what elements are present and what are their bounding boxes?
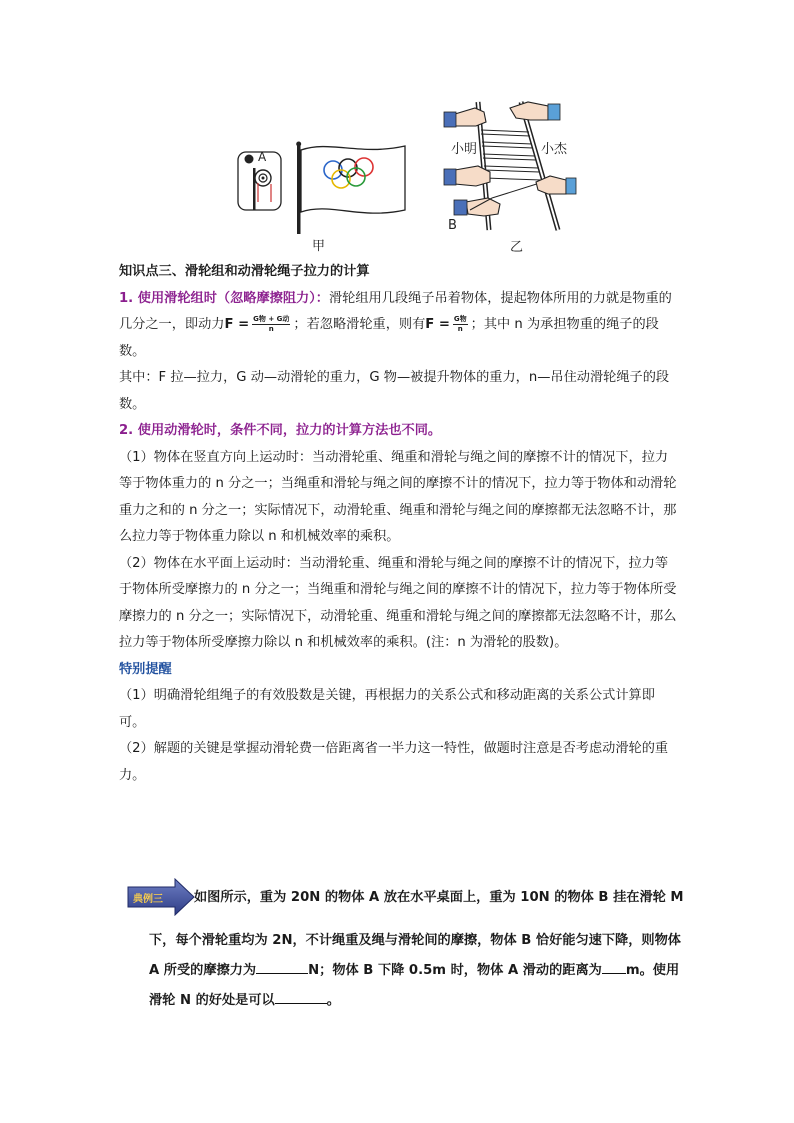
- pulley-group-text-a: 滑轮组用几段绳子吊着物体，提起物体所用的力就是物重的几分之一，即动力: [119, 290, 672, 332]
- example-badge-label: 典例三: [133, 894, 163, 905]
- movable-pulley-heading: 2. 使用动滑轮时，条件不同，拉力的计算方法也不同。: [119, 423, 442, 438]
- tip-item-2: （2）解题的关键是掌握动滑轮费一倍距离省一半力这一特性，做题时注意是否考虑动滑轮的重力。: [119, 741, 669, 783]
- tip-item-1: （1）明确滑轮组绳子的有效股数是关键，再根据力的关系公式和移动距离的关系公式计算即可。: [119, 688, 655, 730]
- formula-f2-label: F =: [425, 317, 450, 332]
- pulley-group-text-c: ；其中 n 为承担物重的绳子的段数。: [119, 317, 659, 359]
- paragraph-symbol-definitions: 其中：F 拉—拉力，G 动—动滑轮的重力，G 物—被提升物体的重力，n—吊住动滑轮绳子的段数。: [119, 370, 670, 412]
- flag-pulley-illustration: [0, 90, 794, 260]
- answer-blank-benefit[interactable]: [275, 989, 327, 1004]
- example-line-1: 如图所示，重为 20N 的物体 A 放在水平桌面上，重为 10N 的物体 B 挂在滑轮 M: [194, 890, 684, 905]
- figure-label-xiaoming: 小明: [451, 142, 478, 157]
- figure-label-a: A: [258, 150, 267, 164]
- example-text-2a: 下，每个滑轮重均为 2N，不计绳重及绳与滑轮间的摩擦，物体 B 恰好能匀速下降，则物体 A 所受的摩擦力为: [149, 933, 681, 978]
- fraction-1-numerator: G物 + G动: [253, 314, 290, 323]
- figure-caption-right: 乙: [510, 240, 524, 255]
- fraction-2-numerator: G物: [453, 314, 467, 323]
- formula-fraction-1: [252, 315, 290, 334]
- paragraph-horizontal-motion: （2）物体在水平面上运动时：当动滑轮重、绳重和滑轮与绳之间的摩擦不计的情况下，拉力等于物体所受摩擦力的 n 分之一；当绳重和滑轮与绳之间的摩擦不计的情况下，拉力等于物体所受摩擦力的 n 分之一；实际情况下，动滑轮重、绳重和滑轮与绳之间的摩擦都无法忽略不计，那么拉力等于物体所受摩擦力除以 n 和机械效率的乘积。(注：n 为滑轮的股数)。: [119, 555, 677, 650]
- figure-label-xiaojie: 小杰: [541, 142, 568, 157]
- knowledge-section: [119, 259, 679, 789]
- example-text-2b: N；物体 B 下降 0.5m 时，物体 A 滑动的距离为: [308, 963, 602, 978]
- special-tip-heading: 特别提醒: [119, 661, 172, 677]
- fraction-2-denominator: n: [457, 324, 463, 333]
- answer-blank-distance[interactable]: [602, 959, 626, 974]
- figures-area: [0, 90, 794, 260]
- example-body: [149, 926, 689, 1016]
- example-text-2d: 。: [326, 993, 340, 1008]
- figure-label-b: B: [448, 218, 457, 233]
- fraction-1-denominator: n: [268, 324, 274, 333]
- answer-blank-friction[interactable]: [256, 959, 308, 974]
- figure-caption-left: 甲: [312, 239, 326, 254]
- formula-f1-label: F =: [224, 317, 250, 332]
- example-text-2c: m。使用滑轮 N 的好处是可以: [149, 963, 680, 1008]
- formula-fraction-2: [453, 315, 468, 334]
- section-title: 知识点三、滑轮组和动滑轮绳子拉力的计算: [119, 264, 370, 279]
- pulley-group-text-b: ；若忽略滑轮重，则有: [293, 317, 426, 332]
- pulley-group-heading: 1. 使用滑轮组时（忽略摩擦阻力）：: [119, 290, 329, 306]
- paragraph-pulley-group: [119, 286, 679, 366]
- paragraph-vertical-motion: （1）物体在竖直方向上运动时：当动滑轮重、绳重和滑轮与绳之间的摩擦不计的情况下，拉力等于物体重力的 n 分之一；当绳重和滑轮与绳之间的摩擦不计的情况下，拉力等于物体和动滑轮重力之和的 n 分之一；实际情况下，动滑轮重、绳重和滑轮与绳之间的摩擦都无法忽略不计，那么拉力等于物体重力除以 n 和机械效率的乘积。: [119, 449, 677, 544]
